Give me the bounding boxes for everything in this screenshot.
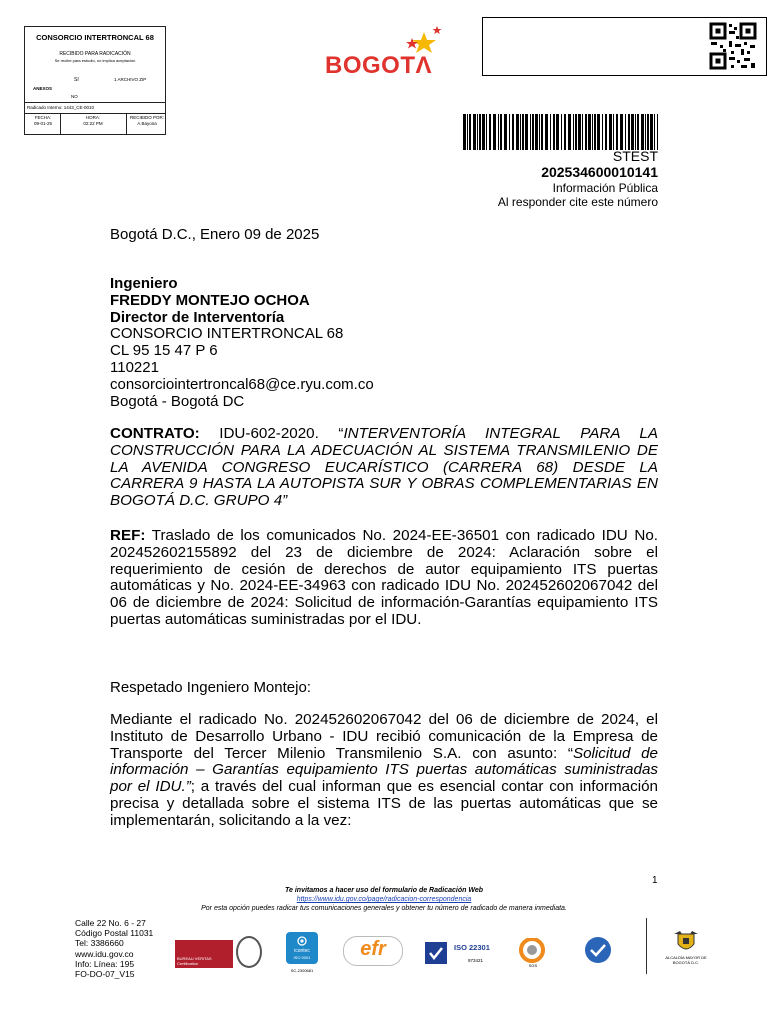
addressee-postal: 110221 <box>110 358 159 376</box>
stamp-radicado: Radicado Interno: 1443_CE-0010 <box>27 105 95 110</box>
icontec-label: icontec <box>294 948 310 954</box>
addressee-email: consorciointertroncal68@ce.ryu.com.co <box>110 375 374 393</box>
letter-date: Bogotá D.C., Enero 09 de 2025 <box>110 226 320 243</box>
barcode-bar <box>645 114 646 150</box>
stamp-no: NO <box>71 94 78 99</box>
iso-22301-logo <box>425 932 500 972</box>
barcode-bar <box>561 114 562 150</box>
barcode-bar <box>522 114 524 150</box>
stamp-recibido <box>129 115 165 127</box>
barcode-bar <box>657 114 658 150</box>
barcode-bar <box>550 114 551 150</box>
barcode-bar <box>504 114 507 150</box>
contract-number: IDU-602-2020. “ <box>199 425 344 442</box>
addressee-address: CL 95 15 47 P 6 <box>110 342 218 360</box>
barcode-bar <box>613 114 614 150</box>
stamp-divider <box>25 113 165 114</box>
stamp-fecha-value: 09-01-25 <box>33 121 52 126</box>
barcode-bar <box>585 114 587 150</box>
barcode-bar <box>631 114 634 150</box>
radicado-label: STEST <box>612 148 658 164</box>
barcode-bar <box>525 114 528 150</box>
icontec-icon <box>294 936 310 946</box>
footer-address: Calle 22 No. 6 - 27 <box>75 918 146 928</box>
barcode-bar <box>605 114 607 150</box>
barcode-bar <box>628 114 630 150</box>
reception-stamp <box>24 26 166 135</box>
barcode-bar <box>493 114 496 150</box>
barcode-bar <box>564 114 566 150</box>
barcode-bar <box>532 114 534 150</box>
badge-icon <box>582 936 614 966</box>
barcode-bar <box>530 114 531 150</box>
barcode-bar <box>500 114 502 150</box>
page-number: 1 <box>652 875 658 886</box>
footer-postal: Código Postal 11031 <box>75 928 154 939</box>
barcode-bar <box>535 114 538 150</box>
stamp-recibido-value: A.Bayona <box>137 121 157 126</box>
footer-invite: Te invitamos a hacer uso del formulario de Radicación Web <box>285 887 483 894</box>
barcode-bar <box>582 114 583 150</box>
barcode-bar <box>463 114 466 150</box>
addressee-company: CONSORCIO INTERTRONCAL 68 <box>110 325 344 343</box>
barcode-bar <box>509 114 510 150</box>
greeting: Respetado Ingeniero Montejo: <box>110 679 311 696</box>
coat-of-arms-icon <box>672 930 700 954</box>
barcode-bar <box>592 114 593 150</box>
barcode-bar <box>575 114 577 150</box>
barcode-bar <box>616 114 618 150</box>
stamp-recibido-label: RECIBIDO POR: <box>129 115 164 120</box>
barcode-bar <box>553 114 555 150</box>
barcode-bar <box>486 114 487 150</box>
barcode-bar <box>602 114 603 150</box>
footer-phone: Tel: 3386660 <box>75 938 124 949</box>
bogota-logo-text: BOGOTΛ <box>325 52 433 79</box>
barcode-bar <box>625 114 626 150</box>
barcode-bar <box>620 114 623 150</box>
addressee-position: Director de Interventoría <box>110 308 285 326</box>
footer-divider <box>646 918 647 974</box>
iso-label: ISO 22301 <box>454 943 490 952</box>
icontec-code: ISO 9001 <box>293 955 311 960</box>
stamp-divider <box>25 102 165 103</box>
barcode-icon <box>463 114 658 150</box>
alcaldia-logo <box>662 930 710 970</box>
barcode-bar <box>512 114 514 150</box>
stamp-divider <box>126 113 127 134</box>
stamp-note: Se recibe para estudio, no implica aceptación <box>54 58 136 63</box>
barcode-bar <box>556 114 559 150</box>
reference-paragraph <box>110 528 658 629</box>
radicado-cite: Al responder cite este número <box>497 195 658 209</box>
sgs-logo <box>515 932 551 972</box>
barcode-bar <box>498 114 499 150</box>
stamp-anexos: ANEXOS <box>33 86 53 91</box>
body-italic: Solicitud de información – Garantías equipamiento ITS puertas automáticas suministradas por el IDU.” <box>110 744 658 796</box>
barcode-bar <box>469 114 471 150</box>
stamp-title: CONSORCIO INTERTRONCAL 68 <box>36 33 154 42</box>
ref-label: REF: <box>110 527 146 544</box>
alcaldia-label: ALCALDÍA MAYOR DE BOGOTÁ D.C. <box>665 955 707 965</box>
check-icon <box>428 945 444 961</box>
iso-number: 973421 <box>468 958 484 963</box>
addressee-salutation: Ingeniero <box>110 275 178 292</box>
body-part2: ; a través del cual informan que es esencial contar con información precisa y detallada sobre el sistema ITS de las puertas automáticas que se implementarán, solicitando a la vez: <box>110 778 658 829</box>
barcode-bar <box>573 114 574 150</box>
barcode-bar <box>594 114 596 150</box>
barcode-bar <box>516 114 519 150</box>
barcode-bar <box>467 114 468 150</box>
stamp-hora-label: HORA: <box>85 115 101 120</box>
bureau-veritas-logo <box>175 932 262 972</box>
stamp-archivo: 1 ARCHIVO ZIP <box>114 77 147 82</box>
radicado-number: 202534600010141 <box>541 164 658 180</box>
ref-text: Traslado de los comunicados No. 2024-EE-36501 con radicado IDU No. 202452602155892 del 23 de diciembre de 2024: Aclaración sobre el requerimiento de cesión de derechos de autor equipamiento ITS puertas automáticas y No. 2024-EE-34963 con radicado IDU No. 202452602067042 del 06 de diciembre de 2024: Solicitud de información-Garantías equipamiento ITS puertas automáticas suministradas por el IDU. <box>110 527 658 628</box>
stamp-hora <box>75 115 111 127</box>
sgs-icon <box>517 938 547 964</box>
footer-web: www.idu.gov.co <box>75 948 134 959</box>
addressee-city: Bogotá - Bogotá DC <box>110 392 245 410</box>
barcode-bar <box>477 114 478 150</box>
footer-link[interactable]: https://www.idu.gov.co/page/radicacion-correspondencia <box>296 896 472 903</box>
barcode-bar <box>479 114 481 150</box>
footer-contact <box>75 918 153 979</box>
barcode-bar <box>578 114 581 150</box>
body-paragraph <box>110 712 658 830</box>
contract-label: CONTRATO: <box>110 425 200 442</box>
stamp-hora-value: 02:22 PM <box>83 121 103 126</box>
barcode-bar <box>482 114 485 150</box>
footer-info-line: Info: Línea: 195 <box>75 958 135 969</box>
contract-paragraph <box>110 426 658 510</box>
barcode-bar <box>489 114 491 150</box>
qr-code-icon <box>709 22 757 70</box>
barcode-bar <box>654 114 655 150</box>
stamp-si: SI <box>74 77 79 83</box>
stamp-fecha-label: FECHA: <box>34 115 52 120</box>
barcode-bar <box>597 114 600 150</box>
icontec-logo <box>284 932 320 972</box>
barcode-bar <box>541 114 543 150</box>
efr-logo <box>343 932 405 972</box>
barcode-bar <box>473 114 476 150</box>
barcode-bar <box>650 114 653 150</box>
stamp-fecha <box>25 115 61 127</box>
icontec-number: SC-2300681 <box>290 968 314 973</box>
barcode-bar <box>545 114 548 150</box>
barcode-bar <box>647 114 649 150</box>
radicado-info: Información Pública <box>552 181 658 195</box>
addressee-block <box>110 276 658 410</box>
addressee-name: FREDDY MONTEJO OCHOA <box>110 291 310 309</box>
stamp-received: RECIBIDO PARA RADICACIÓN <box>59 51 131 57</box>
qr-box <box>482 17 767 76</box>
sgs-label: SGS <box>528 963 538 968</box>
efr-label: efr <box>360 938 386 960</box>
barcode-bar <box>637 114 639 150</box>
barcode-bar <box>641 114 644 150</box>
bureau-label: BUREAU VERITAS Certification <box>177 956 212 966</box>
body-part1: Mediante el radicado No. 202452602067042 del 06 de diciembre de 2024, el Instituto de Desarrollo Urbano - IDU recibió comunicación de la Empresa de Transporte del Tercer Milenio Transmilenio S.A. con asunto: “ <box>110 711 658 762</box>
footer-form-code: FO-DO-07_V15 <box>75 969 135 980</box>
barcode-bar <box>609 114 612 150</box>
barcode-bar <box>568 114 571 150</box>
footer-note: Por esta opción puedes radicar tus comunicaciones generales y obtener tu número de radicado de manera inmediata. <box>201 905 567 912</box>
barcode-bar <box>520 114 521 150</box>
barcode-bar <box>539 114 540 150</box>
barcode-bar <box>635 114 636 150</box>
barcode-bar <box>588 114 591 150</box>
cmc-logo <box>580 932 616 972</box>
contract-text: INTERVENTORÍA INTEGRAL PARA LA CONSTRUCCIÓN PARA LA ADECUACIÓN AL SISTEMA TRANSMILENIO DE LA AVENIDA CONGRESO EUCARÍSTICO (CARRERA 68) DESDE LA CARRERA 9 HASTA LA AUTOPISTA SUR Y OBRAS COMPLEMENTARIAS EN BOGOTÁ D.C. GRUPO 4” <box>110 425 658 510</box>
